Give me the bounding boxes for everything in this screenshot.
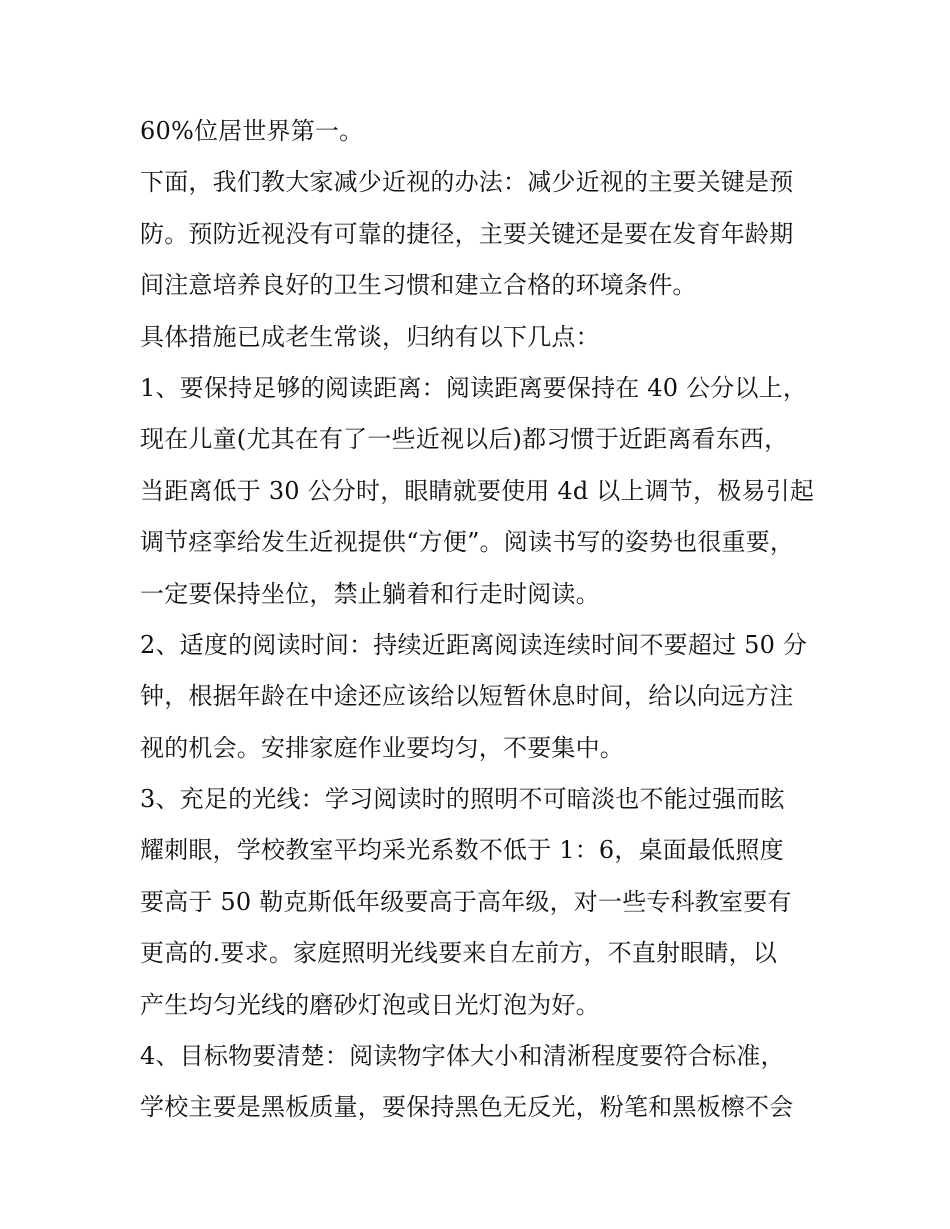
text-line: 2、适度的阅读时间：持续近距离阅读连续时间不要超过 50 分 bbox=[140, 630, 808, 659]
text-line: 60%位居世界第一。 bbox=[140, 117, 364, 145]
text-line: 产生均匀光线的磨砂灯泡或日光灯泡为好。 bbox=[140, 990, 600, 1019]
text-line: 耀刺眼，学校教室平均采光系数不低于 1：6，桌面最低照度 bbox=[140, 836, 784, 865]
text-line: 要高于 50 勒克斯低年级要高于高年级，对一些专科教室要有 bbox=[140, 887, 792, 916]
text-line: 下面，我们教大家减少近视的办法：减少近视的主要关键是预 bbox=[140, 168, 794, 197]
text-line: 具体措施已成老生常谈，归纳有以下几点： bbox=[140, 322, 600, 351]
document-body bbox=[140, 106, 820, 1134]
text-line: 1、要保持足够的阅读距离：阅读距离要保持在 40 公分以上， bbox=[140, 373, 808, 402]
text-line: 当距离低于 30 公分时，眼睛就要使用 4d 以上调节，极易引起 bbox=[140, 476, 815, 505]
text-line: 钟，根据年龄在中途还应该给以短暂休息时间，给以向远方注 bbox=[140, 682, 794, 711]
text-line: 4、目标物要清楚：阅读物字体大小和清淅程度要符合标准， bbox=[140, 1042, 785, 1071]
text-line: 间注意培养良好的卫生习惯和建立合格的环境条件。 bbox=[140, 271, 697, 300]
text-line: 学校主要是黑板质量，要保持黑色无反光，粉笔和黑板檫不会 bbox=[140, 1093, 794, 1122]
text-line: 现在儿童(尤其在有了一些近视以后)都习惯于近距离看东西， bbox=[140, 425, 789, 454]
text-line: 防。预防近视没有可靠的捷径，主要关键还是要在发育年龄期 bbox=[140, 219, 794, 248]
text-line: 视的机会。安排家庭作业要均匀，不要集中。 bbox=[140, 733, 624, 762]
text-line: 3、充足的光线：学习阅读时的照明不可暗淡也不能过强而眩 bbox=[140, 785, 785, 814]
text-line: 调节痉挛给发生近视提供“方便”。阅读书写的姿势也很重要， bbox=[140, 528, 795, 557]
text-line: 更高的.要求。家庭照明光线要来自左前方，不直射眼睛，以 bbox=[140, 939, 778, 968]
text-line: 一定要保持坐位，禁止躺着和行走时阅读。 bbox=[140, 579, 600, 608]
